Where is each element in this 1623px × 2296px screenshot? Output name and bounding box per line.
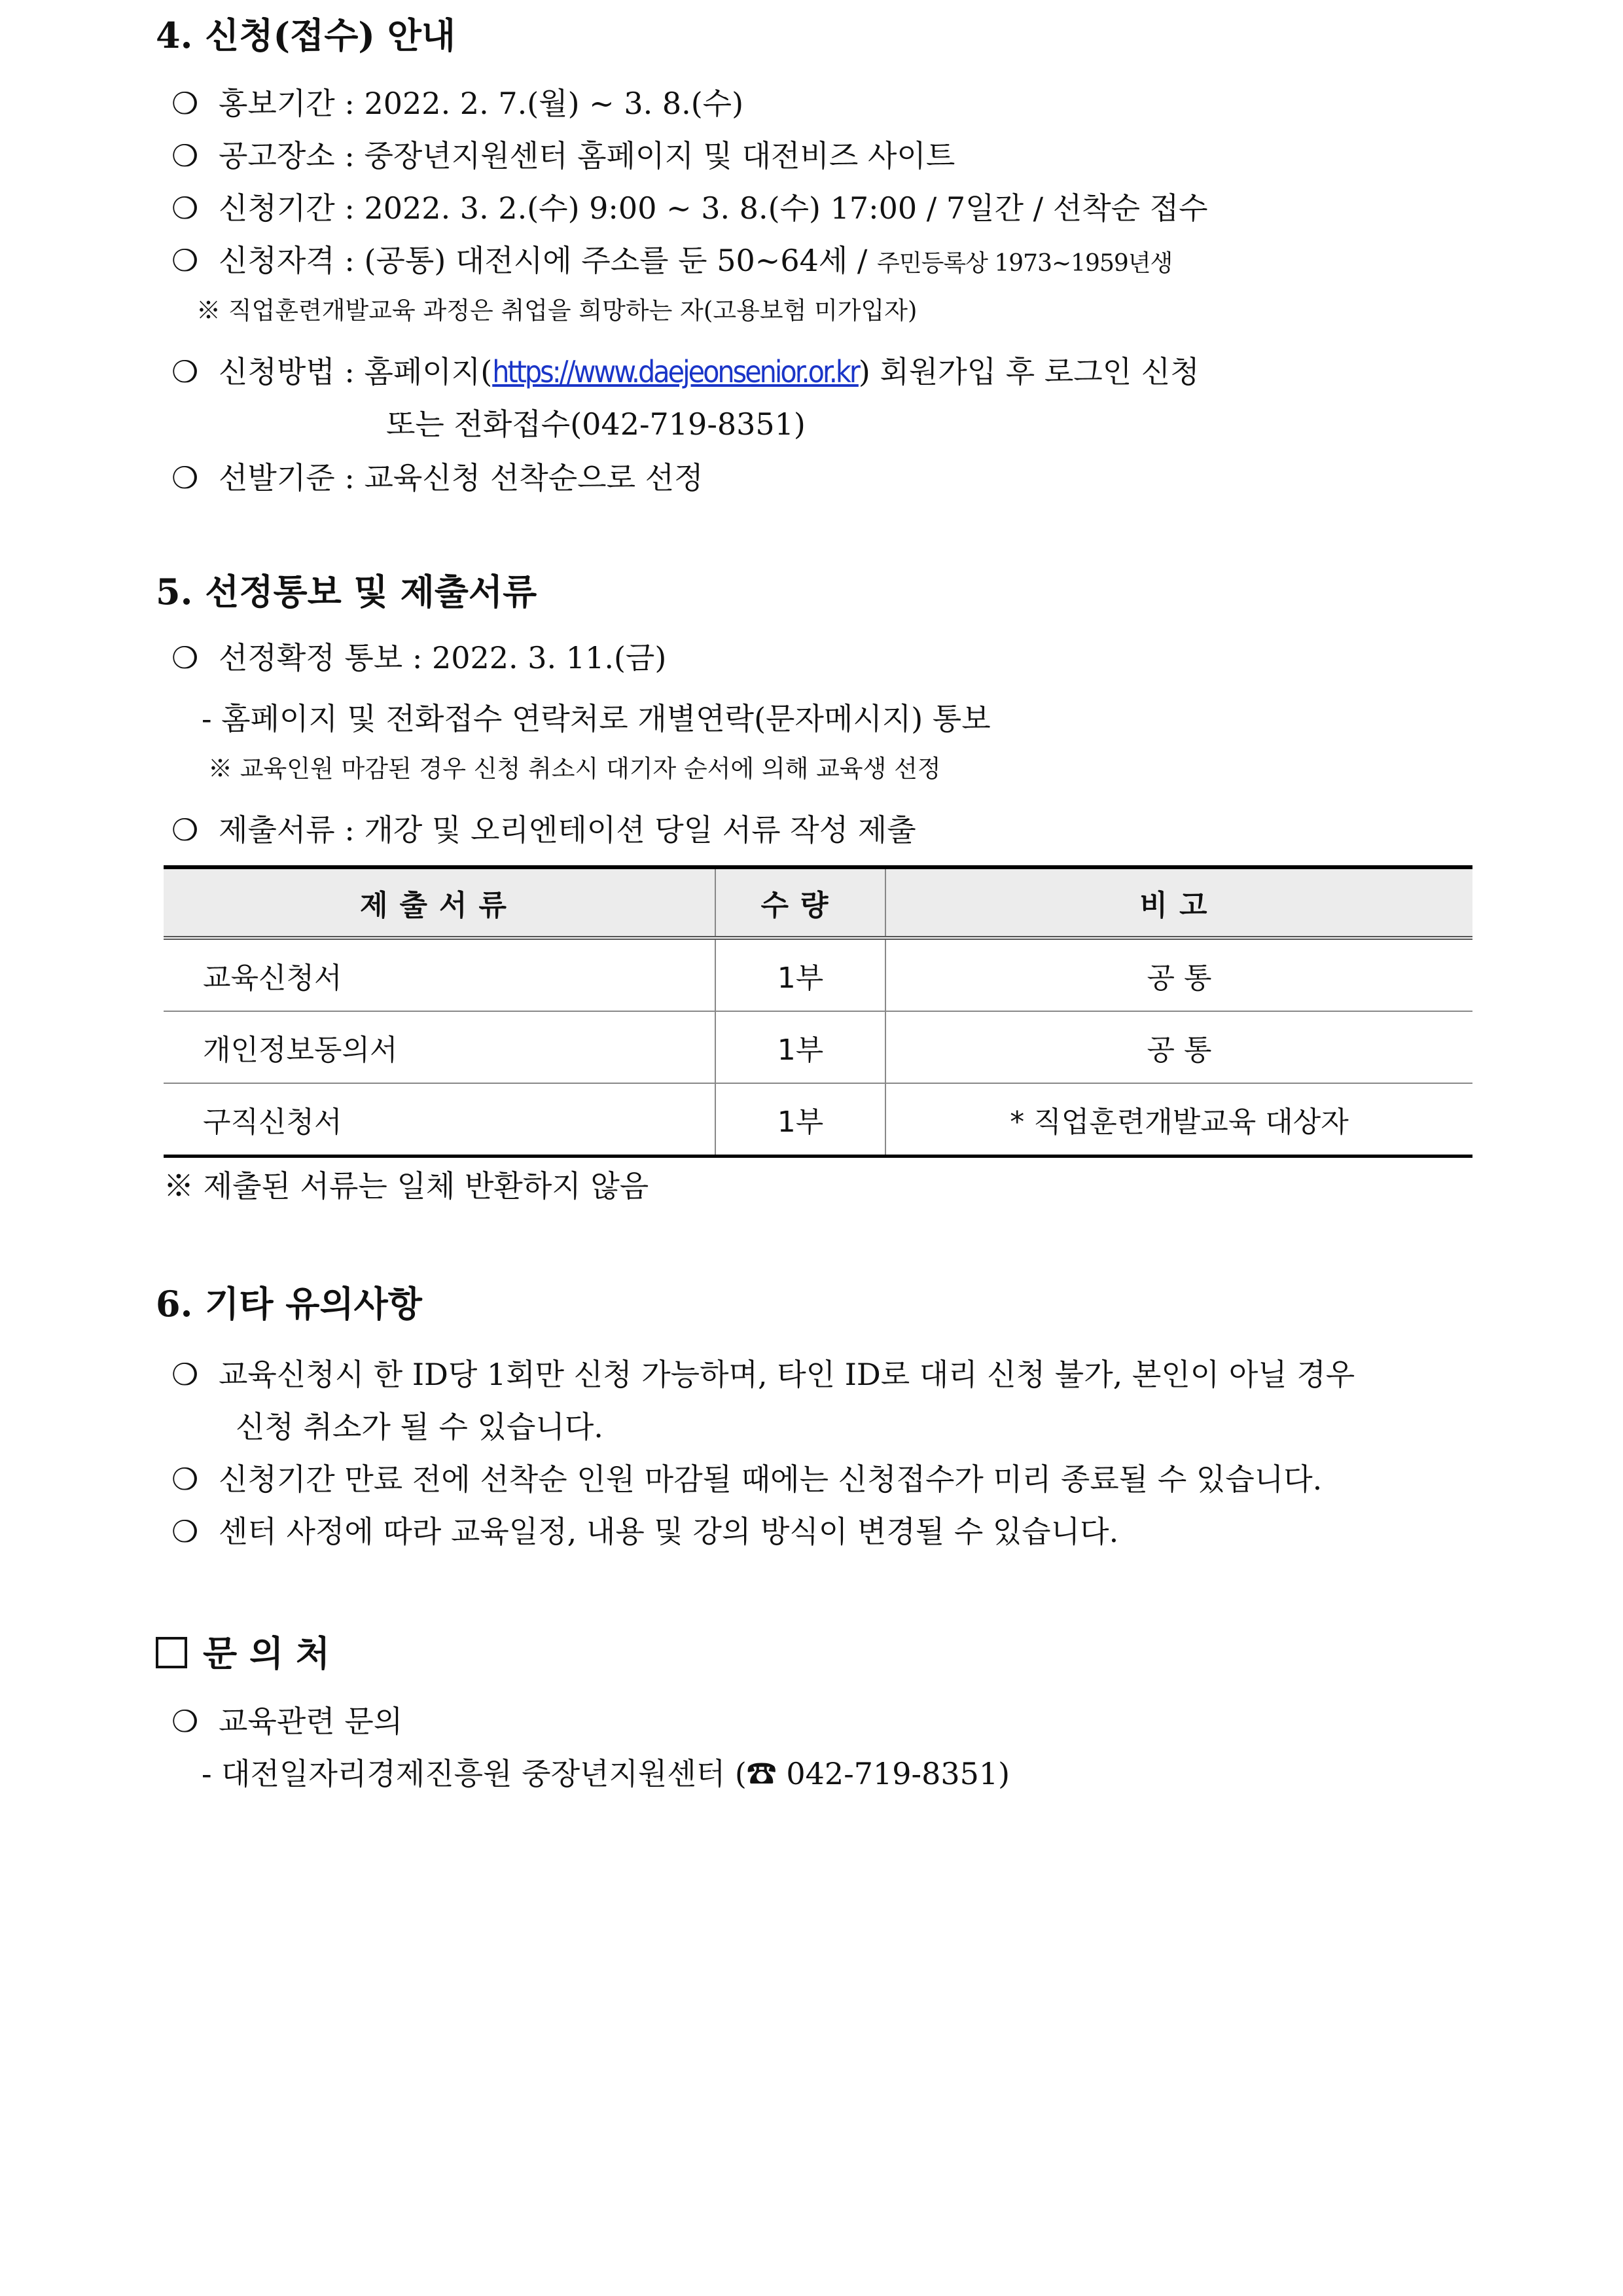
list-item: ❍ 제출서류 : 개강 및 오리엔테이션 당일 서류 작성 제출 — [171, 810, 916, 850]
list-item: ❍ 신청기간 : 2022. 3. 2.(수) 9:00 ~ 3. 8.(수) 17:00 / 7일간 / 선착순 접수 — [171, 188, 1208, 228]
list-item: ❍ 홍보기간 : 2022. 2. 7.(월) ~ 3. 8.(수) — [171, 84, 743, 123]
list-item: ❍ 선정확정 통보 : 2022. 3. 11.(금) — [171, 638, 666, 677]
checkbox-square-icon — [156, 1637, 187, 1668]
list-item: ❍ 신청기간 만료 전에 선착순 인원 마감될 때에는 신청접수가 미리 종료될 수 있습니다. — [171, 1460, 1322, 1499]
homepage-link[interactable]: https://www.daejeonsenior.or.kr — [492, 354, 859, 389]
circle-bullet-icon: ❍ — [171, 86, 199, 121]
circle-bullet-icon: ❍ — [171, 354, 199, 389]
header-documents: 제출서류 — [164, 867, 715, 938]
phone-icon: ☎ — [746, 1756, 777, 1791]
notify-note: ※ 교육인원 마감된 경우 신청 취소시 대기자 순서에 의해 교육생 선정 — [208, 755, 941, 783]
circle-bullet-icon: ❍ — [171, 190, 199, 226]
cell-document: 구직신청서 — [164, 1083, 715, 1157]
header-remarks: 비고 — [885, 867, 1472, 938]
cell-quantity: 1부 — [715, 1011, 885, 1083]
circle-bullet-icon: ❍ — [171, 138, 199, 173]
circle-bullet-icon: ❍ — [171, 1704, 199, 1739]
contact-heading: 문 의 처 — [156, 1626, 330, 1676]
table-note: ※ 제출된 서류는 일체 반환하지 않음 — [164, 1168, 649, 1204]
cell-remark: * 직업훈련개발교육 대상자 — [885, 1083, 1472, 1157]
notify-detail: - 홈페이지 및 전화접수 연락처로 개별연락(문자메시지) 통보 — [202, 701, 991, 736]
cell-remark: 공 통 — [885, 1011, 1472, 1083]
circle-bullet-icon: ❍ — [171, 812, 199, 848]
list-item: ❍ 선발기준 : 교육신청 선착순으로 선정 — [171, 458, 704, 497]
list-item: ❍ 신청방법 : 홈페이지(https://www.daejeonsenior.or.kr) 회원가입 후 로그인 신청 — [171, 352, 1200, 391]
list-item: ❍ 센터 사정에 따라 교육일정, 내용 및 강의 방식이 변경될 수 있습니다. — [171, 1512, 1118, 1551]
list-item: ❍ 교육관련 문의 — [171, 1702, 402, 1741]
section-4-heading: 4. 신청(접수) 안내 — [156, 14, 456, 56]
qualification-note: ※ 직업훈련개발교육 과정은 취업을 희망하는 자(고용보험 미가입자) — [196, 296, 918, 325]
cell-remark: 공 통 — [885, 938, 1472, 1011]
documents-table — [164, 865, 1472, 1158]
list-item: ❍ 공고장소 : 중장년지원센터 홈페이지 및 대전비즈 사이트 — [171, 136, 955, 175]
circle-bullet-icon: ❍ — [171, 1462, 199, 1497]
circle-bullet-icon: ❍ — [171, 1514, 199, 1549]
table-header-row — [164, 867, 1472, 938]
cell-quantity: 1부 — [715, 1083, 885, 1157]
table-row — [164, 938, 1472, 1011]
list-item: ❍ 교육신청시 한 ID당 1회만 신청 가능하며, 타인 ID로 대리 신청 불가, 본인이 아닐 경우 — [171, 1355, 1355, 1394]
circle-bullet-icon: ❍ — [171, 1357, 199, 1392]
circle-bullet-icon: ❍ — [171, 243, 199, 278]
circle-bullet-icon: ❍ — [171, 460, 199, 495]
method-continuation: 또는 전화접수(042-719-8351) — [386, 406, 806, 442]
cell-document: 교육신청서 — [164, 938, 715, 1011]
section-5-heading: 5. 선정통보 및 제출서류 — [156, 571, 537, 613]
list-item: ❍ 신청자격 : (공통) 대전시에 주소를 둔 50~64세 / 주민등록상 1973~1959년생 — [171, 241, 1172, 283]
cell-document: 개인정보동의서 — [164, 1011, 715, 1083]
section-6-heading: 6. 기타 유의사항 — [156, 1283, 422, 1325]
item-continuation: 신청 취소가 될 수 있습니다. — [236, 1409, 603, 1444]
contact-detail: - 대전일자리경제진흥원 중장년지원센터 (☎ 042-719-8351) — [202, 1756, 1010, 1791]
cell-quantity: 1부 — [715, 938, 885, 1011]
header-quantity: 수량 — [715, 867, 885, 938]
table-row — [164, 1011, 1472, 1083]
table-row — [164, 1083, 1472, 1157]
circle-bullet-icon: ❍ — [171, 640, 199, 675]
